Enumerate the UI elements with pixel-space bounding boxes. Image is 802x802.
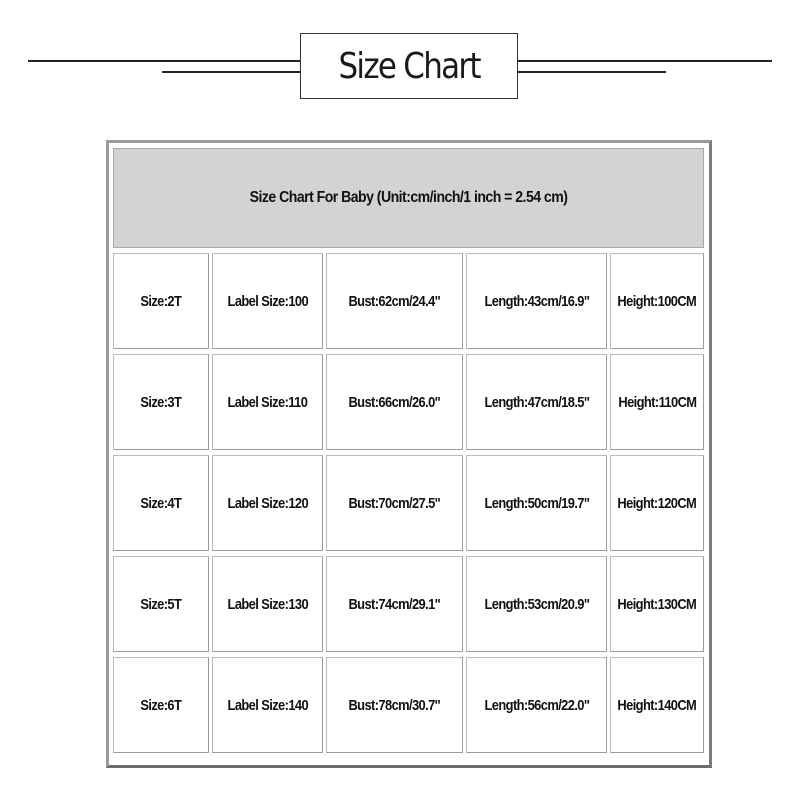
- table-row: [113, 556, 704, 652]
- height-cell: [610, 455, 704, 551]
- size-text: Size:4T: [140, 494, 182, 512]
- title-line-left-short: [162, 71, 300, 73]
- length-text: Length:43cm/16.9": [484, 292, 589, 310]
- bust-text: Bust:62cm/24.4": [348, 292, 441, 310]
- length-cell: [466, 657, 607, 753]
- length-text: Length:47cm/18.5": [484, 393, 589, 411]
- height-text: Height:110CM: [617, 393, 697, 411]
- length-text: Length:50cm/19.7": [484, 494, 589, 512]
- size-table: [106, 140, 712, 768]
- size-cell: [113, 253, 209, 349]
- label-size-text: Label Size:100: [227, 292, 308, 310]
- bust-text: Bust:70cm/27.5": [348, 494, 441, 512]
- height-cell: [610, 354, 704, 450]
- table-row: [113, 455, 704, 551]
- height-text: Height:100CM: [617, 292, 697, 310]
- title-line-left-long: [28, 60, 300, 62]
- bust-text: Bust:66cm/26.0": [348, 393, 441, 411]
- label-size-cell: [212, 253, 323, 349]
- bust-cell: [326, 354, 463, 450]
- title-line-right-long: [518, 60, 772, 62]
- length-cell: [466, 556, 607, 652]
- label-size-cell: [212, 354, 323, 450]
- bust-text: Bust:74cm/29.1": [348, 595, 441, 613]
- table-row: [113, 253, 704, 349]
- height-cell: [610, 253, 704, 349]
- label-size-text: Label Size:130: [227, 595, 308, 613]
- label-size-cell: [212, 455, 323, 551]
- length-text: Length:53cm/20.9": [484, 595, 589, 613]
- bust-cell: [326, 556, 463, 652]
- label-size-cell: [212, 556, 323, 652]
- length-cell: [466, 253, 607, 349]
- size-cell: [113, 556, 209, 652]
- size-text: Size:2T: [140, 292, 182, 310]
- page-title: Size Chart: [338, 45, 480, 87]
- label-size-text: Label Size:120: [227, 494, 308, 512]
- label-size-text: Label Size:140: [227, 696, 308, 714]
- height-cell: [610, 556, 704, 652]
- size-cell: [113, 354, 209, 450]
- height-text: Height:130CM: [617, 595, 697, 613]
- table-row: [113, 657, 704, 753]
- title-box: [300, 33, 518, 99]
- table-header-text: Size Chart For Baby (Unit:cm/inch/1 inch = 2.54 cm): [249, 189, 568, 206]
- size-text: Size:5T: [140, 595, 182, 613]
- size-cell: [113, 657, 209, 753]
- height-text: Height:120CM: [617, 494, 697, 512]
- title-line-right-short: [518, 71, 666, 73]
- size-cell: [113, 455, 209, 551]
- label-size-cell: [212, 657, 323, 753]
- table-row: [113, 354, 704, 450]
- height-cell: [610, 657, 704, 753]
- bust-text: Bust:78cm/30.7": [348, 696, 441, 714]
- length-cell: [466, 354, 607, 450]
- bust-cell: [326, 455, 463, 551]
- label-size-text: Label Size:110: [227, 393, 308, 411]
- size-text: Size:3T: [140, 393, 182, 411]
- length-cell: [466, 455, 607, 551]
- size-text: Size:6T: [140, 696, 182, 714]
- bust-cell: [326, 253, 463, 349]
- bust-cell: [326, 657, 463, 753]
- height-text: Height:140CM: [617, 696, 697, 714]
- table-header: [113, 148, 704, 248]
- length-text: Length:56cm/22.0": [484, 696, 589, 714]
